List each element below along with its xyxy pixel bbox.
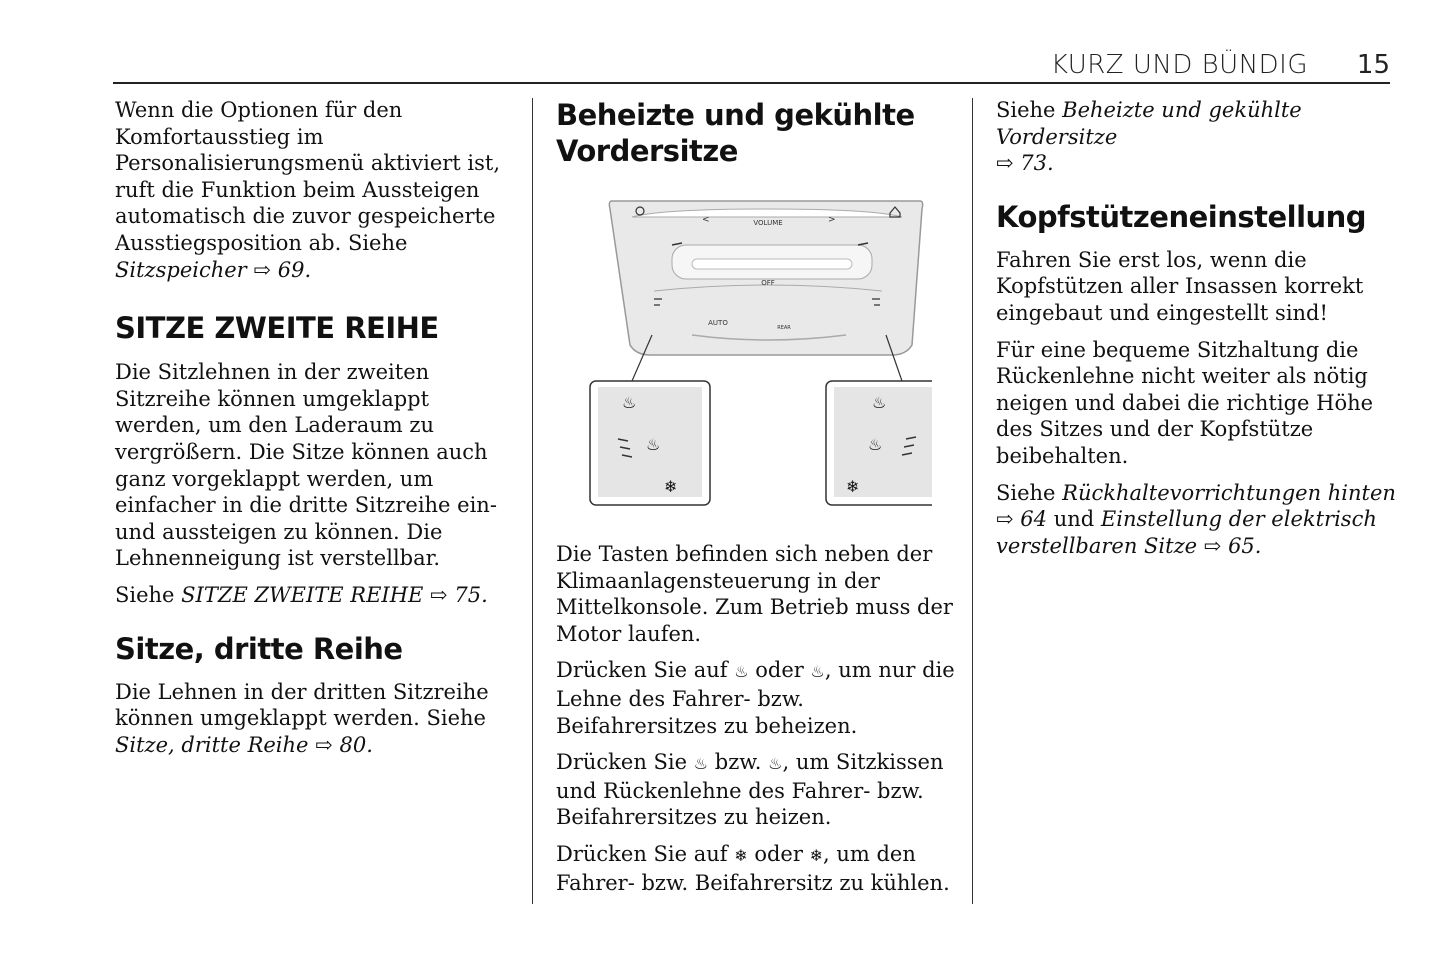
- buttons-paragraph: Die Tasten befinden sich neben der Klimaanlagensteuerung in der Mittelkonsole. Zum Betrieb muss der Motor laufen.: [556, 542, 953, 646]
- heading-second-row: SITZE ZWEITE REIHE: [115, 311, 439, 346]
- ref-page: 65.: [1228, 533, 1262, 558]
- ref-page: 73.: [1020, 151, 1054, 176]
- arrow-icon: ⇨: [996, 151, 1014, 176]
- text-part: Drücken Sie auf: [556, 841, 728, 866]
- third-row-paragraph: [115, 679, 515, 759]
- text-part: oder: [755, 658, 804, 683]
- seat-heat-passenger-icon: ♨: [768, 754, 783, 774]
- ref-link[interactable]: Beheizte und gekühlte Vordersitze: [996, 98, 1302, 149]
- see-heated-seats: [996, 97, 1396, 177]
- volume-label: VOLUME: [753, 219, 783, 227]
- see-label: Siehe: [996, 480, 1056, 505]
- climate-panel-figure: [572, 195, 932, 513]
- text-part: , um Sitzkissen und Rückenlehne des Fahrer- bzw. Beifahrersitzes zu heizen.: [556, 750, 944, 830]
- and-label: und: [1053, 507, 1095, 532]
- ref-page: 64: [1020, 507, 1048, 532]
- ref-link[interactable]: Sitze, dritte Reihe: [115, 732, 309, 757]
- text-part: bzw.: [714, 750, 762, 775]
- text-part: , um nur die Lehne des Fahrer- bzw. Beifahrersitzes zu beheizen.: [556, 658, 955, 738]
- column-divider-2: [972, 98, 973, 904]
- backrest-heat-passenger-icon: ♨: [810, 662, 825, 682]
- arrow-icon: ⇨: [996, 507, 1014, 532]
- arrow-icon: ⇨: [253, 257, 272, 282]
- column-divider-1: [532, 98, 533, 904]
- seat-cool-driver-icon: ❄: [734, 845, 748, 865]
- text-part: Drücken Sie auf: [556, 658, 728, 683]
- heading-headrest: Kopfstützeneinstellung: [996, 199, 1367, 234]
- text-part: Drücken Sie: [556, 750, 688, 775]
- page-number: 15: [1356, 50, 1390, 80]
- ref-link[interactable]: Rückhaltevorrichtungen hinten: [1062, 480, 1396, 505]
- auto-label: AUTO: [708, 319, 728, 327]
- second-row-see: [115, 582, 515, 609]
- second-row-paragraph: Die Sitzlehnen in der zweiten Sitzreihe können umgeklappt werden, um den Laderaum zu vergrößern. Die Sitze können auch ganz vorgeklappt werden, um einfacher in die dritte Sitzreihe ein- und aussteigen zu können. Die Lehnenneigung ist verstellbar.: [115, 360, 497, 571]
- column-right: [996, 97, 1396, 569]
- seat-heat-paragraph: [556, 749, 956, 831]
- seat-cool-icon-right[interactable]: ❄: [846, 477, 860, 496]
- third-row-text: Die Lehnen in der dritten Sitzreihe können umgeklappt werden. Siehe: [115, 679, 489, 731]
- volume-left-arrow: <: [702, 215, 710, 225]
- see-label: Siehe: [347, 230, 408, 255]
- arrow-icon: ⇨: [1203, 533, 1222, 558]
- ref-link[interactable]: Einstellung der elektrisch verstellbaren Sitze: [996, 507, 1377, 558]
- text-part: , um den Fahrer- bzw. Beifahrersitz zu kühlen.: [556, 841, 950, 895]
- seat-backrest-heat-icon-right[interactable]: ♨: [872, 393, 887, 412]
- header-rule: [113, 82, 1390, 84]
- see-label: Siehe: [115, 582, 175, 607]
- seat-cool-paragraph: [556, 841, 956, 896]
- page-header: [113, 50, 1390, 84]
- ref-page: 75.: [454, 582, 488, 607]
- heading-heated-seats: Beheizte und gekühlte Vordersitze: [556, 98, 915, 168]
- arrow-icon: ⇨: [315, 732, 333, 757]
- headrest-warning: Fahren Sie erst los, wenn die Kopfstützen aller Insassen korrekt eingebaut und eingestellt sind!: [996, 247, 1364, 325]
- seat-backrest-heat-icon[interactable]: ♨: [622, 393, 637, 412]
- ref-link[interactable]: SITZE ZWEITE REIHE: [181, 582, 424, 607]
- heading-third-row: Sitze, dritte Reihe: [115, 631, 403, 666]
- intro-text: Wenn die Optionen für den Komfortausstieg im Personalisierungsmenü aktiviert ist, ruft die Funktion beim Aussteigen automatisch die zuvor gespeicherte Ausstiegsposition ab.: [115, 98, 501, 255]
- volume-right-arrow: >: [828, 215, 836, 225]
- section-title: KURZ UND BÜNDIG: [1050, 50, 1308, 80]
- arrow-icon: ⇨: [430, 582, 448, 607]
- rear-label: REAR: [777, 325, 791, 331]
- headrest-paragraph: Für eine bequeme Sitzhaltung die Rückenlehne nicht weiter als nötig neigen und dabei die richtige Höhe des Sitzes und der Kopfstütze beibehalten.: [996, 337, 1374, 468]
- headrest-see: [996, 480, 1396, 560]
- text-part: oder: [754, 841, 803, 866]
- column-middle: [556, 97, 956, 906]
- ref-link[interactable]: Sitzspeicher: [115, 257, 247, 282]
- backrest-heat-paragraph: [556, 657, 956, 739]
- intro-paragraph: [115, 97, 515, 283]
- seat-cool-passenger-icon: ❄: [809, 845, 823, 865]
- climate-panel-illustration: [572, 195, 932, 513]
- seat-heat-driver-icon: ♨: [693, 754, 709, 774]
- off-label: OFF: [761, 279, 775, 287]
- backrest-heat-driver-icon: ♨: [734, 662, 749, 682]
- see-label: Siehe: [996, 98, 1056, 122]
- ref-page: 80.: [339, 732, 373, 757]
- seat-heat-icon-right[interactable]: ♨: [868, 435, 883, 454]
- seat-cool-icon[interactable]: ❄: [664, 477, 678, 496]
- ref-page: 69.: [277, 257, 312, 282]
- seat-heat-icon[interactable]: ♨: [646, 435, 661, 454]
- column-left: [115, 97, 515, 768]
